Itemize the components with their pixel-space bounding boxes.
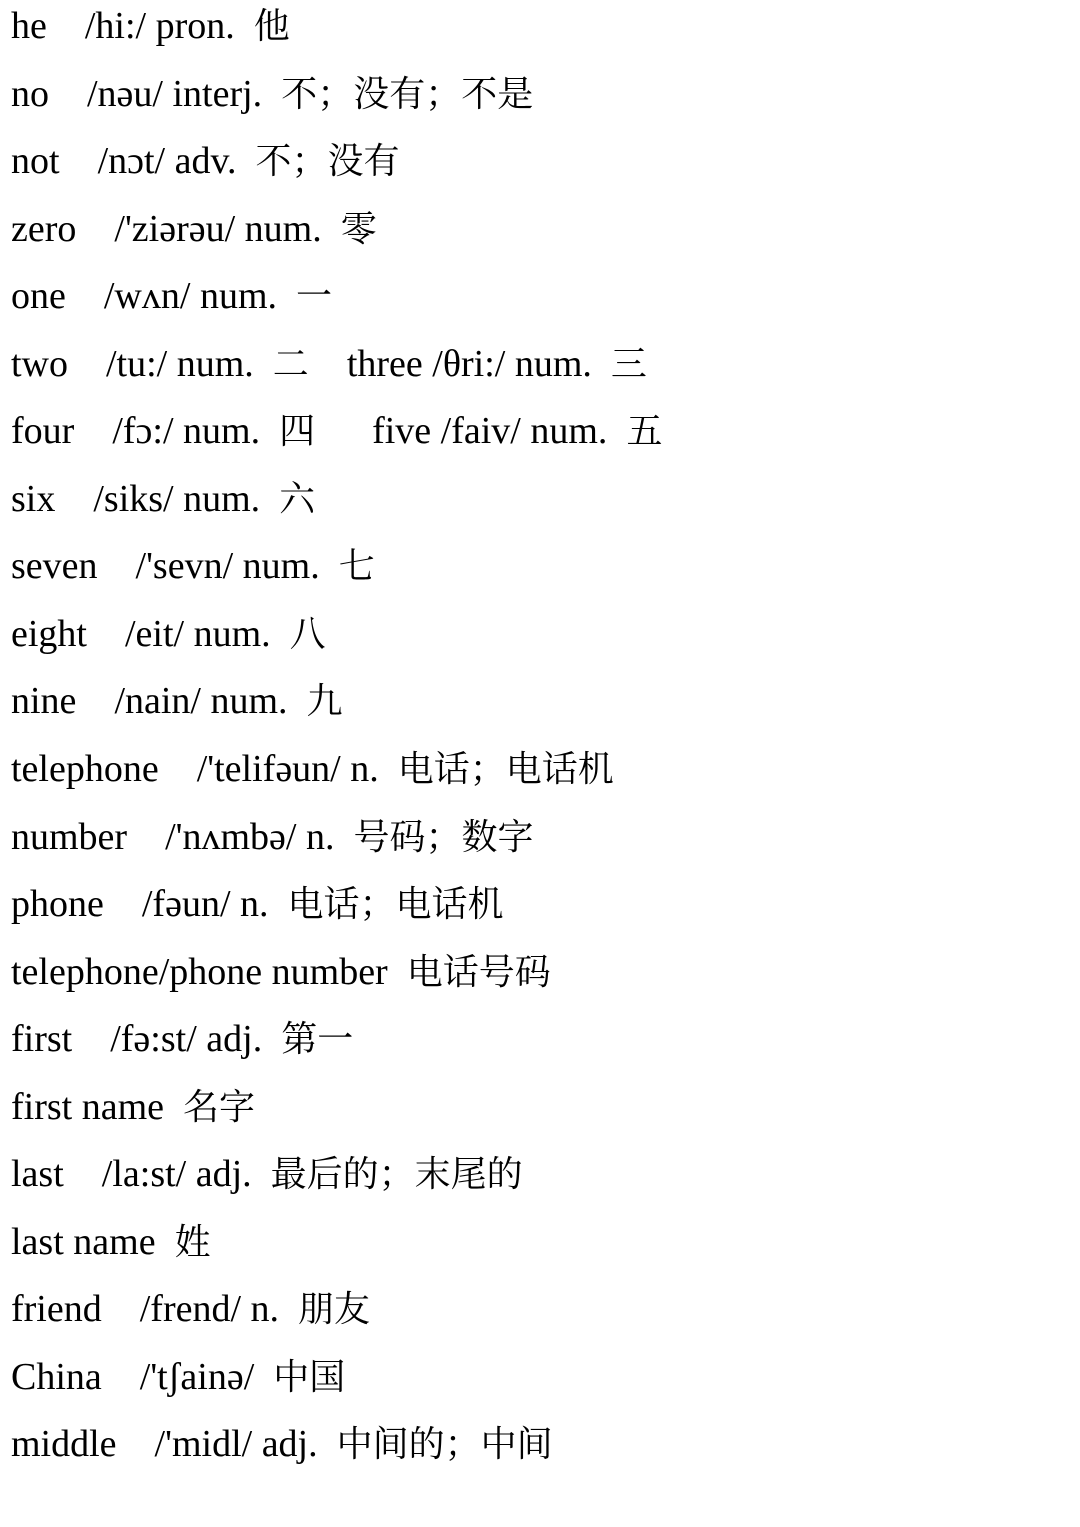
spacer [322, 208, 341, 250]
entry-meaning: 二 [272, 343, 309, 385]
entry-part-of-speech: num. [199, 275, 277, 318]
entry-meaning: 不；没有；不是 [281, 73, 534, 115]
spacer [241, 1288, 251, 1330]
entry-part-of-speech: adv. [174, 140, 237, 183]
spacer [117, 1423, 155, 1465]
spacer [233, 545, 243, 587]
entry-part-of-speech: n. [305, 815, 335, 858]
entry-meaning: 六 [279, 478, 316, 520]
entry-phonetic: /siks/ [93, 477, 174, 520]
vocab-entry [11, 1081, 1071, 1149]
entry-part-of-speech: num. [183, 410, 261, 453]
spacer [269, 883, 288, 925]
vocab-entry [11, 0, 1071, 68]
spacer [231, 883, 241, 925]
entry-part-of-speech: num. [183, 477, 261, 520]
spacer [334, 816, 353, 858]
vocab-entry [11, 68, 1071, 136]
spacer [74, 410, 112, 452]
entry-phonetic: /nəu/ [87, 72, 163, 115]
vocabulary-list [11, 0, 1071, 1486]
entry-word: last name [11, 1220, 156, 1263]
spacer [167, 343, 177, 385]
spacer [379, 748, 398, 790]
entry-phonetic: /fə:st/ [110, 1018, 197, 1061]
vocab-entry [11, 675, 1071, 743]
entry-phonetic: /'tʃainə/ [139, 1355, 255, 1398]
spacer [76, 208, 114, 250]
entry-part-of-speech: num. [193, 612, 271, 655]
entry-word: number [11, 815, 128, 858]
spacer [102, 1288, 140, 1330]
entry-phonetic: /'telifəun/ [196, 748, 341, 791]
spacer [87, 613, 125, 655]
entry-meaning: 最后的；末尾的 [270, 1154, 523, 1196]
entry-meaning: 一 [296, 276, 333, 318]
vocab-entry [11, 203, 1071, 271]
entry-meaning: 名字 [183, 1086, 256, 1128]
spacer [279, 1288, 298, 1330]
entry-part-of-speech: adj. [195, 1153, 252, 1196]
vocab-entry [11, 743, 1071, 811]
entry-word: six [11, 477, 56, 520]
spacer [47, 5, 85, 47]
vocab-entry [11, 878, 1071, 946]
entry-word: phone [11, 883, 104, 926]
spacer [55, 478, 93, 520]
entry-phonetic: /'ziərəu/ [114, 207, 236, 250]
spacer [76, 680, 114, 722]
spacer [260, 410, 279, 452]
entry-word: not [11, 140, 60, 183]
entry-extra: five /faiv/ num. 五 [315, 410, 663, 453]
spacer [388, 951, 407, 993]
spacer [165, 140, 175, 182]
entry-meaning: 九 [306, 681, 343, 723]
spacer [60, 140, 98, 182]
entry-phonetic: /frend/ [139, 1288, 242, 1331]
spacer [235, 5, 254, 47]
entry-part-of-speech: num. [242, 545, 320, 588]
spacer [277, 275, 296, 317]
spacer [190, 275, 200, 317]
vocab-entry [11, 811, 1071, 879]
vocab-entry [11, 540, 1071, 608]
spacer [127, 816, 165, 858]
spacer [262, 73, 281, 115]
spacer [64, 1153, 102, 1195]
spacer [98, 545, 136, 587]
vocab-entry [11, 1351, 1071, 1419]
spacer [341, 748, 351, 790]
vocab-entry [11, 135, 1071, 203]
spacer [156, 1221, 175, 1263]
entry-meaning: 不；没有 [255, 141, 400, 183]
entry-word: first name [11, 1085, 165, 1128]
entry-word: first [11, 1018, 73, 1061]
entry-meaning: 中间的；中间 [336, 1424, 553, 1466]
entry-meaning: 电话；电话机 [287, 884, 504, 926]
spacer [271, 613, 290, 655]
vocab-entry [11, 270, 1071, 338]
spacer [186, 1153, 196, 1195]
vocab-entry [11, 946, 1071, 1014]
spacer [235, 208, 245, 250]
entry-phonetic: /'midl/ [154, 1423, 253, 1466]
entry-word: eight [11, 612, 87, 655]
entry-word: no [11, 72, 49, 115]
entry-word: nine [11, 680, 77, 723]
entry-phonetic: /fəun/ [141, 883, 231, 926]
entry-word: telephone [11, 748, 159, 791]
entry-meaning: 八 [289, 613, 326, 655]
spacer [146, 5, 156, 47]
entry-word: zero [11, 207, 77, 250]
entry-word: one [11, 275, 66, 318]
entry-word: four [11, 410, 75, 453]
spacer [254, 343, 273, 385]
vocab-entry [11, 405, 1071, 473]
entry-meaning: 姓 [174, 1221, 211, 1263]
entry-meaning: 中国 [273, 1356, 346, 1398]
entry-meaning: 电话号码 [406, 951, 551, 993]
spacer [174, 478, 184, 520]
entry-part-of-speech: adj. [206, 1018, 263, 1061]
spacer [288, 680, 307, 722]
entry-phonetic: /fɔ:/ [112, 410, 174, 453]
vocab-entry [11, 1148, 1071, 1216]
spacer [320, 545, 339, 587]
entry-part-of-speech: num. [244, 207, 322, 250]
entry-meaning: 号码；数字 [353, 816, 534, 858]
spacer [260, 478, 279, 520]
entry-part-of-speech: n. [250, 1288, 280, 1331]
spacer [252, 1153, 271, 1195]
entry-meaning: 四 [279, 411, 316, 453]
entry-meaning: 第一 [281, 1019, 354, 1061]
entry-phonetic: /la:st/ [101, 1153, 187, 1196]
entry-word: he [11, 5, 47, 47]
entry-phonetic: /hi:/ [84, 5, 147, 47]
spacer [318, 1423, 337, 1465]
entry-word: two [11, 342, 68, 385]
entry-word: last [11, 1153, 64, 1196]
vocab-entry [11, 1283, 1071, 1351]
spacer [102, 1356, 140, 1398]
entry-part-of-speech: pron. [155, 5, 235, 47]
entry-part-of-speech: num. [210, 680, 288, 723]
entry-part-of-speech: n. [350, 748, 379, 791]
vocab-entry [11, 338, 1071, 406]
vocab-entry [11, 1418, 1071, 1486]
entry-phonetic: /tu:/ [106, 342, 168, 385]
vocab-entry [11, 1013, 1071, 1081]
entry-phonetic: /'nʌmbə/ [165, 815, 297, 858]
entry-phonetic: /'sevn/ [135, 545, 234, 588]
spacer [164, 1086, 183, 1128]
spacer [296, 816, 306, 858]
entry-phonetic: /eit/ [124, 612, 185, 655]
entry-meaning: 零 [340, 208, 377, 250]
spacer [159, 748, 197, 790]
entry-phonetic: /wʌn/ [103, 275, 191, 318]
entry-word: telephone/phone number [11, 950, 388, 993]
spacer [174, 410, 184, 452]
vocab-entry [11, 473, 1071, 541]
spacer [104, 883, 142, 925]
entry-word: seven [11, 545, 98, 588]
spacer [262, 1018, 281, 1060]
entry-meaning: 电话；电话机 [397, 749, 614, 791]
spacer [68, 343, 106, 385]
entry-meaning: 他 [253, 6, 290, 47]
entry-word: middle [11, 1423, 117, 1466]
spacer [237, 140, 256, 182]
spacer [72, 1018, 110, 1060]
vocab-entry [11, 608, 1071, 676]
entry-part-of-speech: num. [176, 342, 254, 385]
entry-part-of-speech: n. [240, 883, 269, 926]
entry-phonetic: /nain/ [114, 680, 201, 723]
spacer [49, 73, 87, 115]
spacer [254, 1356, 273, 1398]
entry-extra: three /θri:/ num. 三 [308, 342, 647, 385]
spacer [197, 1018, 207, 1060]
entry-word: friend [11, 1288, 102, 1331]
spacer [184, 613, 194, 655]
spacer [252, 1423, 262, 1465]
entry-meaning: 七 [338, 546, 375, 588]
entry-part-of-speech: interj. [172, 72, 263, 115]
entry-part-of-speech: adj. [261, 1423, 318, 1466]
entry-word: China [11, 1355, 102, 1398]
vocab-entry [11, 1216, 1071, 1284]
entry-meaning: 朋友 [298, 1289, 371, 1331]
entry-phonetic: /nɔt/ [97, 140, 166, 183]
spacer [66, 275, 104, 317]
